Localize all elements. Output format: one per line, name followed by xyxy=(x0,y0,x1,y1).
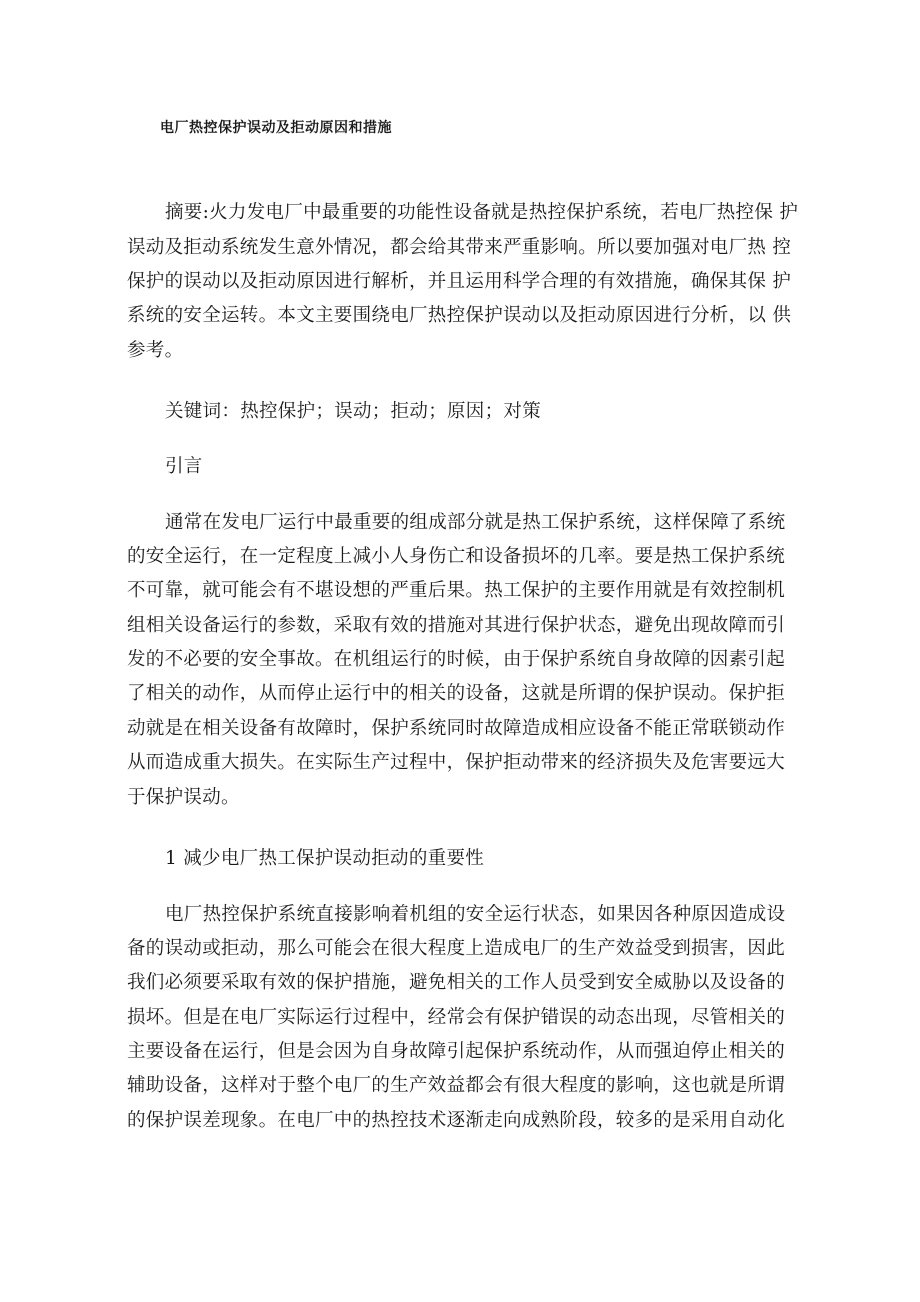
paragraph-line: 电厂热控保护系统直接影响着机组的安全运行状态，如果因各种原因造成设 xyxy=(165,904,786,925)
paragraph-line: 的安全运行，在一定程度上减小人身伤亡和设备损坏的几率。要是热工保护系统 xyxy=(127,546,786,567)
section-heading-intro: 引言 xyxy=(165,456,203,477)
paragraph-line: 动就是在相关设备有故障时，保护系统同时故障造成相应设备不能正常联锁动作 xyxy=(127,718,786,739)
document-title: 电厂热控保护误动及拒动原因和措施 xyxy=(160,120,392,136)
paragraph-line: 于保护误动。 xyxy=(127,787,240,808)
paragraph-line: 的保护误差现象。在电厂中的热控技术逐渐走向成熟阶段，较多的是采用自动化 xyxy=(127,1110,786,1131)
paragraph-line: 备的误动或拒动，那么可能会在很大程度上造成电厂的生产效益受到损害，因此 xyxy=(127,938,786,959)
keywords: 关键词：热控保护；误动；拒动；原因；对策 xyxy=(165,401,542,422)
abstract-line: 误动及拒动系统发生意外情况，都会给其带来严重影响。所以要加强对电厂热 控 xyxy=(127,237,792,258)
paragraph-line: 了相关的动作，从而停止运行中的相关的设备，这就是所谓的保护误动。保护拒 xyxy=(127,683,786,704)
paragraph-line: 主要设备在运行，但是会因为自身故障引起保护系统动作，从而强迫停止相关的 xyxy=(127,1041,786,1062)
paragraph-line: 我们必须要采取有效的保护措施，避免相关的工作人员受到安全威胁以及设备的 xyxy=(127,972,786,993)
paragraph-line: 组相关设备运行的参数，采取有效的措施对其进行保护状态，避免出现故障而引 xyxy=(127,615,786,636)
paragraph-line: 发的不必要的安全事故。在机组运行的时候，由于保护系统自身故障的因素引起 xyxy=(127,649,786,670)
abstract-line: 摘要:火力发电厂中最重要的功能性设备就是热控保护系统，若电厂热控保 护 xyxy=(165,202,799,223)
abstract-line: 系统的安全运转。本文主要围绕电厂热控保护误动以及拒动原因进行分析，以 供 xyxy=(127,305,792,326)
paragraph-line: 从而造成重大损失。在实际生产过程中，保护拒动带来的经济损失及危害要远大 xyxy=(127,752,786,773)
paragraph-line: 辅助设备，这样对于整个电厂的生产效益都会有很大程度的影响，这也就是所谓 xyxy=(127,1075,786,1096)
abstract-line: 保护的误动以及拒动原因进行解析，并且运用科学合理的有效措施，确保其保 护 xyxy=(127,271,792,292)
abstract-line: 参考。 xyxy=(127,340,184,361)
paragraph-line: 不可靠，就可能会有不堪设想的严重后果。热工保护的主要作用就是有效控制机 xyxy=(127,580,786,601)
paragraph-line: 通常在发电厂运行中最重要的组成部分就是热工保护系统，这样保障了系统 xyxy=(165,512,786,533)
section-heading-1: 1 减少电厂热工保护误动拒动的重要性 xyxy=(165,848,485,869)
paragraph-line: 损坏。但是在电厂实际运行过程中，经常会有保护错误的动态出现，尽管相关的 xyxy=(127,1007,786,1028)
